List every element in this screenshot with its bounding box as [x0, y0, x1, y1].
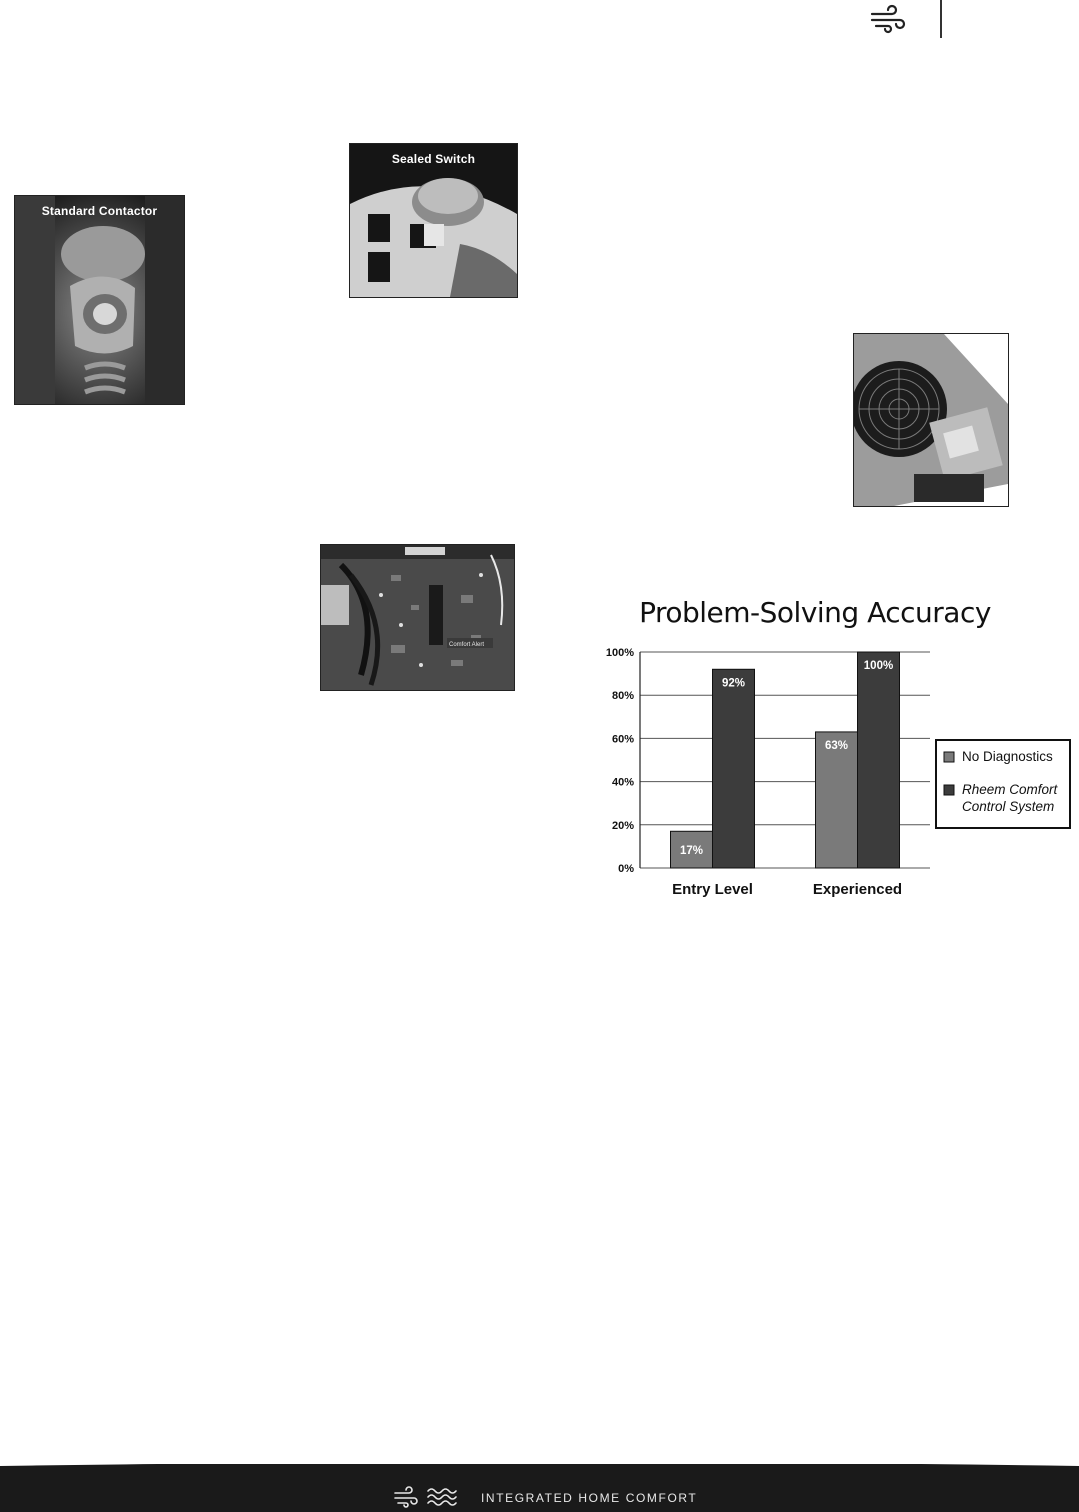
- bar: [816, 732, 858, 868]
- legend-swatch: [944, 752, 954, 762]
- circuit-board-photo: [320, 544, 515, 691]
- accuracy-bar-chart: [590, 640, 1079, 910]
- data-label: 100%: [863, 660, 894, 672]
- wind-icon: [393, 1486, 419, 1508]
- y-tick-label: 20%: [611, 819, 634, 832]
- legend-label: Control System: [962, 799, 1055, 814]
- x-tick-label: Experienced: [812, 881, 903, 898]
- outdoor-unit-photo: [853, 333, 1009, 507]
- photo-caption: Sealed Switch: [391, 152, 476, 166]
- y-tick-label: 0%: [618, 863, 634, 875]
- wind-icon: [868, 4, 908, 34]
- standard-contactor-photo: [14, 195, 185, 405]
- y-tick-label: 60%: [611, 733, 634, 746]
- photo-caption: Standard Contactor: [41, 204, 158, 218]
- data-label: 17%: [679, 845, 704, 857]
- chart-title: Problem-Solving Accuracy: [639, 596, 991, 629]
- x-tick-label: Entry Level: [672, 881, 753, 898]
- y-tick-label: 100%: [605, 647, 634, 659]
- data-label: 63%: [824, 739, 849, 752]
- y-tick-label: 40%: [611, 776, 634, 789]
- header-divider: [940, 0, 942, 38]
- legend-swatch: [944, 785, 954, 795]
- water-icon: [426, 1486, 458, 1508]
- legend-label: Rheem Comfort: [962, 782, 1058, 797]
- sealed-switch-photo: [349, 143, 518, 298]
- bar: [858, 652, 900, 868]
- bar: [713, 669, 755, 868]
- data-label: 92%: [721, 677, 746, 690]
- y-tick-label: 80%: [611, 690, 634, 703]
- legend-label: No Diagnostics: [962, 749, 1053, 764]
- footer-tagline: INTEGRATED HOME COMFORT: [481, 1491, 698, 1505]
- board-label: Comfort Alert: [449, 642, 485, 648]
